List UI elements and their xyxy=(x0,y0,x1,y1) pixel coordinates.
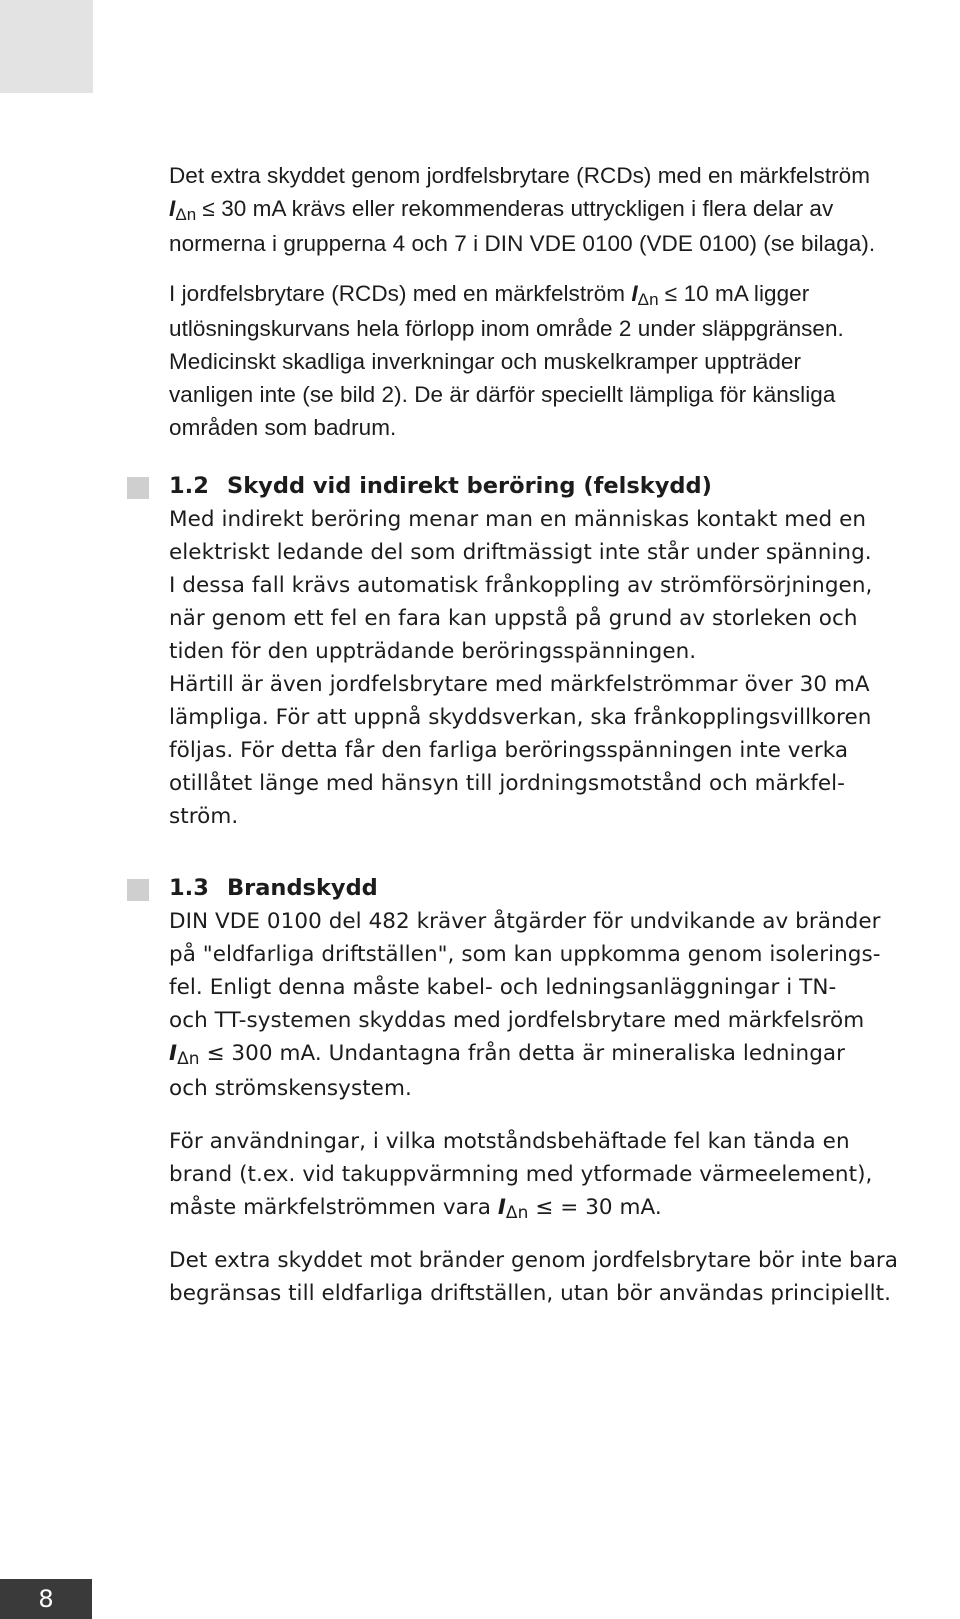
text-line: I dessa fall krävs automatisk frånkoppling av strömförsörjningen, xyxy=(169,573,873,598)
text-line: normerna i grupperna 4 och 7 i DIN VDE 0100 (VDE 0100) (se bilaga). xyxy=(169,231,876,256)
text-line xyxy=(169,1037,949,1072)
text-line: Med indirekt beröring menar man en människas kontakt med en xyxy=(169,507,867,532)
text-line: och TT-systemen skyddas med jordfelsbrytare med märkfelsröm xyxy=(169,1008,865,1033)
text-line: otillåtet länge med hänsyn till jordningsmotstånd och märkfel- xyxy=(169,771,845,796)
text-line xyxy=(169,192,929,227)
text-line: För användningar, i vilka motståndsbehäftade fel kan tända en xyxy=(169,1129,850,1154)
text-line xyxy=(169,277,929,312)
text-line xyxy=(169,1191,949,1226)
text-line: brand (t.ex. vid takuppvärmning med ytformade värmeelement), xyxy=(169,1162,873,1187)
text-fragment: ≤ 30 mA krävs eller rekommenderas uttryckligen i flera delar av xyxy=(196,196,834,221)
intro-paragraph-1 xyxy=(169,159,929,260)
text-line: DIN VDE 0100 del 482 kräver åtgärder för undvikande av bränder xyxy=(169,909,881,934)
text-line: områden som badrum. xyxy=(169,415,397,440)
section-1-3-body xyxy=(169,905,949,1105)
symbol-i: I xyxy=(631,281,638,306)
text-line: när genom ett fel en fara kan uppstå på grund av storleken och xyxy=(169,606,858,631)
symbol-subscript: Δn xyxy=(505,1203,529,1223)
section-number: 1.3 xyxy=(169,875,209,901)
symbol-i: I xyxy=(169,196,176,221)
text-line: Det extra skyddet genom jordfelsbrytare (RCDs) med en märkfelström xyxy=(169,163,871,188)
section-heading-1-3 xyxy=(169,872,378,905)
text-line: ström. xyxy=(169,804,239,829)
section-marker xyxy=(127,477,149,499)
symbol-subscript: Δn xyxy=(177,1049,200,1069)
symbol-subscript: Δn xyxy=(175,205,197,224)
text-line: och strömskensystem. xyxy=(169,1076,412,1101)
section-title: Brandskydd xyxy=(227,875,378,901)
text-fragment: ≤ = 30 mA. xyxy=(528,1195,662,1220)
page-number: 8 xyxy=(0,1579,92,1619)
text-fragment: ≤ 10 mA ligger xyxy=(658,281,810,306)
intro-paragraph-2 xyxy=(169,277,929,444)
corner-block xyxy=(0,0,93,93)
text-line: lämpliga. För att uppnå skyddsverkan, ska frånkopplingsvillkoren xyxy=(169,705,872,730)
symbol-i: I xyxy=(497,1195,506,1220)
symbol-subscript: Δn xyxy=(637,290,659,309)
text-line: fel. Enligt denna måste kabel- och ledningsanläggningar i TN- xyxy=(169,975,837,1000)
text-line: utlösningskurvans hela förlopp inom område 2 under släppgränsen. xyxy=(169,316,844,341)
text-fragment: ≤ 300 mA. Undantagna från detta är mineraliska ledningar xyxy=(199,1041,846,1066)
text-line: Det extra skyddet mot bränder genom jordfelsbrytare bör inte bara xyxy=(169,1248,899,1273)
section-1-3-paragraph-3 xyxy=(169,1244,949,1310)
text-line: elektriskt ledande del som driftmässigt inte står under spänning. xyxy=(169,540,872,565)
text-line: vanligen inte (se bild 2). De är därför speciellt lämpliga för känsliga xyxy=(169,382,836,407)
text-line: Härtill är även jordfelsbrytare med märkfelströmmar över 30 mA xyxy=(169,672,870,697)
section-number: 1.2 xyxy=(169,473,209,499)
text-fragment: måste märkfelströmmen vara xyxy=(169,1195,498,1220)
section-heading-1-2 xyxy=(169,470,712,503)
text-fragment: I jordfelsbrytare (RCDs) med en märkfelström xyxy=(169,281,632,306)
text-line: begränsas till eldfarliga driftställen, utan bör användas principiellt. xyxy=(169,1281,891,1306)
text-line: tiden för den uppträdande beröringsspänningen. xyxy=(169,639,697,664)
section-1-3-paragraph-2 xyxy=(169,1125,949,1226)
section-marker xyxy=(127,879,149,901)
section-1-2-body xyxy=(169,503,949,833)
text-line: Medicinskt skadliga inverkningar och muskelkramper uppträder xyxy=(169,349,802,374)
section-title: Skydd vid indirekt beröring (felskydd) xyxy=(227,473,712,499)
text-line: på "eldfarliga driftställen", som kan uppkomma genom isolerings- xyxy=(169,942,881,967)
symbol-i: I xyxy=(169,1041,178,1066)
text-line: följas. För detta får den farliga beröringsspänningen inte verka xyxy=(169,738,849,763)
